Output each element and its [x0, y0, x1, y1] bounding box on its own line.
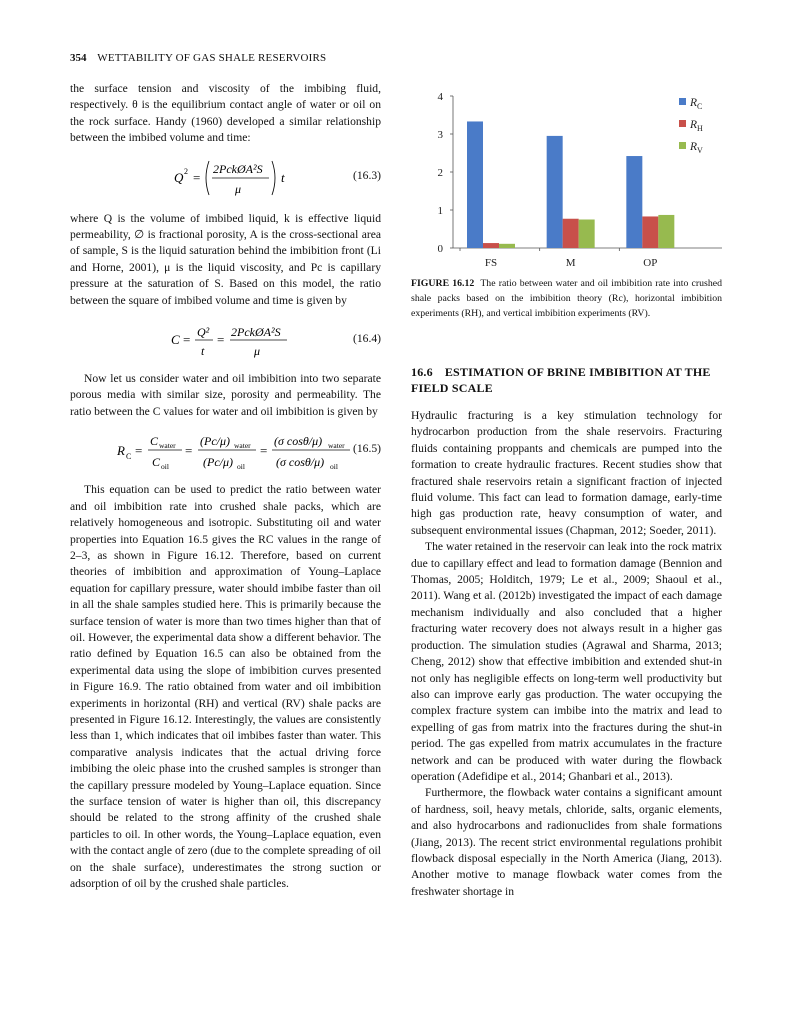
eq-f1-num: C	[150, 434, 159, 449]
legend-label-rh: $R_H$	[690, 119, 703, 133]
equation-graphic	[70, 426, 381, 478]
eq-f3-num-sub: water	[328, 441, 345, 451]
paragraph: Furthermore, the flowback water contains a significant amount of hardness, soil, heavy metals, chloride, salts, organic elements, and also hydrocarbons and radionuclides from shale formations (Jiang, 2013). The recent strict environmental regulations prohibit flowback disposal especially in the North America (Jiang, 2013). Another motive to manage flowback water comes from the freshwater shortage in	[411, 786, 722, 898]
figure-label: FIGURE 16.12	[411, 278, 475, 289]
equation-16-3	[70, 149, 381, 207]
page-header	[70, 52, 326, 64]
eq-equals: =	[260, 443, 268, 459]
bar-rc-m	[547, 136, 563, 248]
section-number: 16.6	[411, 365, 433, 379]
eq-frac2-den: μ	[254, 344, 261, 359]
bar-chart	[411, 88, 722, 268]
eq-lhs: C	[171, 332, 180, 348]
bar-rh-op	[642, 216, 658, 248]
eq-frac2-num: 2PckØA²S	[231, 325, 281, 340]
eq-lhs-sup: 2	[184, 166, 188, 176]
y-tick-label: 4	[437, 91, 443, 103]
right-column	[411, 408, 722, 900]
eq-equals: =	[217, 332, 225, 348]
left-column	[70, 81, 381, 892]
eq-equals: =	[135, 443, 143, 459]
eq-f2-den-sub: oil	[237, 462, 245, 472]
eq-f2-num: (Pc/μ)	[200, 434, 231, 449]
x-tick-label: M	[565, 257, 576, 268]
legend-swatch-rh	[679, 120, 686, 127]
eq-frac1-den: t	[201, 344, 205, 359]
eq-f2-den: (Pc/μ)	[203, 455, 234, 470]
eq-f1-den-sub: oil	[161, 462, 169, 472]
eq-rhs: t	[281, 169, 285, 185]
equation-number: (16.5)	[352, 442, 381, 456]
caption-text: The ratio between water and oil imbibition rate into crushed shale packs based on the imbibition theory (Rc), horizontal imbibition experiments (RH), and vertical imbibition experiments (RV).	[411, 278, 722, 319]
paragraph: where Q is the volume of imbibed liquid, k is effective liquid permeability, ∅ is fractional porosity, A is the cross-sectional area of sample, S is the liquid saturation behind the imbibition front (Li and Horne, 2001), μ is the liquid viscosity, and Pc is capillary pressure at the saturation of S. Based on this model, the ratio between the square of imbibed volume and time is given by	[70, 211, 381, 307]
legend-label-rc: $R_C$	[690, 97, 703, 111]
bar-rv-fs	[499, 244, 515, 248]
bar-rc-op	[626, 156, 642, 248]
paragraph: The water retained in the reservoir can leak into the rock matrix due to capillary effect and lead to formation damage (Bennion and Thomas, 2005; Holditch, 1979; Le et al., 2009; Shaoul et al., 2011). Wang et al. (2012b) investigated the impact of each damage mechanism individually and also concluded that a higher fracturing water recovery does not always result in a higher gas production. The simulation studies (Agrawal and Sharma, 2013; Cheng, 2012) show that effective imbibition and extended shut-in not only has negligible effects on long-term well productivity but also can improve early gas production. The water occupying the complex fracture system can imbibe into the matrix and lead to expelling of gas from matrix into the fractures during the shut-in period. The gas expelled from matrix accumulates in the fracture network and can be produced with water during the flowback operation (Adefidipe et al., 2014; Ghanbari et al., 2013).	[411, 540, 722, 783]
bar-rh-fs	[483, 243, 499, 248]
equation-number: (16.4)	[352, 332, 381, 346]
running-title: WETTABILITY OF GAS SHALE RESERVOIRS	[97, 52, 327, 64]
eq-f3-den-sub: oil	[330, 462, 338, 472]
x-tick-label: FS	[484, 257, 498, 268]
eq-denominator: μ	[235, 181, 242, 196]
equation-16-5	[70, 426, 381, 478]
y-tick-label: 2	[437, 167, 443, 179]
bar-rc-fs	[467, 121, 483, 248]
eq-f1-den: C	[152, 455, 161, 470]
eq-lhs: R	[117, 443, 125, 459]
figure-16-12-chart	[411, 88, 722, 268]
eq-frac1-num: Q²	[197, 325, 210, 340]
eq-equals: =	[183, 332, 191, 348]
eq-f3-num: (σ cosθ/μ)	[274, 434, 323, 449]
section-title: ESTIMATION OF BRINE IMBIBITION AT THE FIELD SCALE	[411, 365, 711, 395]
y-tick-label: 1	[437, 205, 443, 217]
paragraph: the surface tension and viscosity of the imbibing fluid, respectively. θ is the equilibrium contact angle of water or oil on the rock surface. Handy (1960) developed a similar relationship between the imbibed volume and time:	[70, 82, 381, 145]
section-heading	[411, 364, 722, 396]
legend-swatch-rv	[679, 142, 686, 149]
eq-equals: =	[185, 443, 193, 459]
eq-f3-den: (σ cosθ/μ)	[276, 455, 325, 470]
legend-label-rv: $R_V$	[690, 141, 703, 155]
equation-16-4	[70, 317, 381, 367]
bar-rv-m	[579, 220, 595, 249]
x-tick-label: OP	[643, 257, 658, 268]
paragraph: Hydraulic fracturing is a key stimulation technology for hydrocarbon production from the shale reservoirs. Fracturing fluids containing proppants and chemicals are pumped into the formation to create hydraulic fractures. Recent studies show that fractured shale reservoirs retain a significant fraction of injected fluid volume. This fact can lead to formation damage, early-time high gas production rate, heavy consumption of water, and subsequent environmental issues (Chapman, 2012; Soeder, 2011).	[411, 409, 722, 537]
left-paren	[206, 161, 209, 195]
paragraph: Now let us consider water and oil imbibition into two separate porous media with similar size, porosity and permeability. The ratio between the C values for water and oil imbibition is given by	[70, 372, 381, 418]
bar-rv-op	[658, 215, 674, 248]
equation-number: (16.3)	[352, 168, 381, 182]
eq-numerator: 2PckØA²S	[213, 161, 263, 176]
figure-caption	[411, 276, 722, 321]
eq-f1-num-sub: water	[159, 441, 176, 451]
eq-f2-num-sub: water	[234, 441, 251, 451]
eq-lhs-sub: C	[126, 452, 132, 462]
page-number: 354	[70, 52, 87, 64]
bar-rh-m	[563, 219, 579, 248]
right-paren	[272, 161, 275, 195]
equation-graphic	[70, 317, 381, 367]
y-tick-label: 0	[437, 243, 443, 255]
y-tick-label: 3	[437, 129, 443, 141]
eq-lhs: Q	[174, 169, 184, 185]
paragraph: This equation can be used to predict the ratio between water and oil imbibition rate into crushed shale packs, which are relatively homogeneous and isotropic. Substituting oil and water properties into Equation 16.5 gives the RC values in the range of 2–3, as shown in Figure 16.12. Therefore, based on current theories of imbibition and approximation of Young–Laplace equation for capillary pressure, water should imbibe faster than oil in all the shale samples studied here. This is primarily because the surface tension of water is more than two times higher than that of oil. However, the experimental data show a different behavior. The ratio defined by Equation 16.5 can also be obtained from the experimental data using the slope of imbibition curves presented in Figure 16.9. The ratio obtained from water and oil imbibition experiments in horizontal (RH) and vertical (RV) shale packs are presented in Figure 16.12. Interestingly, the values are consistently less than 1, which indicates that oil imbibes faster than water. This comparative analysis indicates that the actual driving force imbibing the oleic phase into the crushed samples is stronger than the capillary pressure modeled by Young–Laplace equation. Since the surface tension of water is higher than oil, this discrepancy should be related to the strong affinity of the crushed shale particles to oil. In other words, the Young–Laplace equation, even with the contact angle of zero (due to the complete spreading of oil on the shale surface), underestimates the strong suction or adsorption of oil by the crushed shale particles.	[70, 483, 381, 891]
legend-swatch-rc	[679, 98, 686, 105]
equation-graphic	[70, 149, 381, 207]
eq-equals: =	[193, 169, 201, 185]
